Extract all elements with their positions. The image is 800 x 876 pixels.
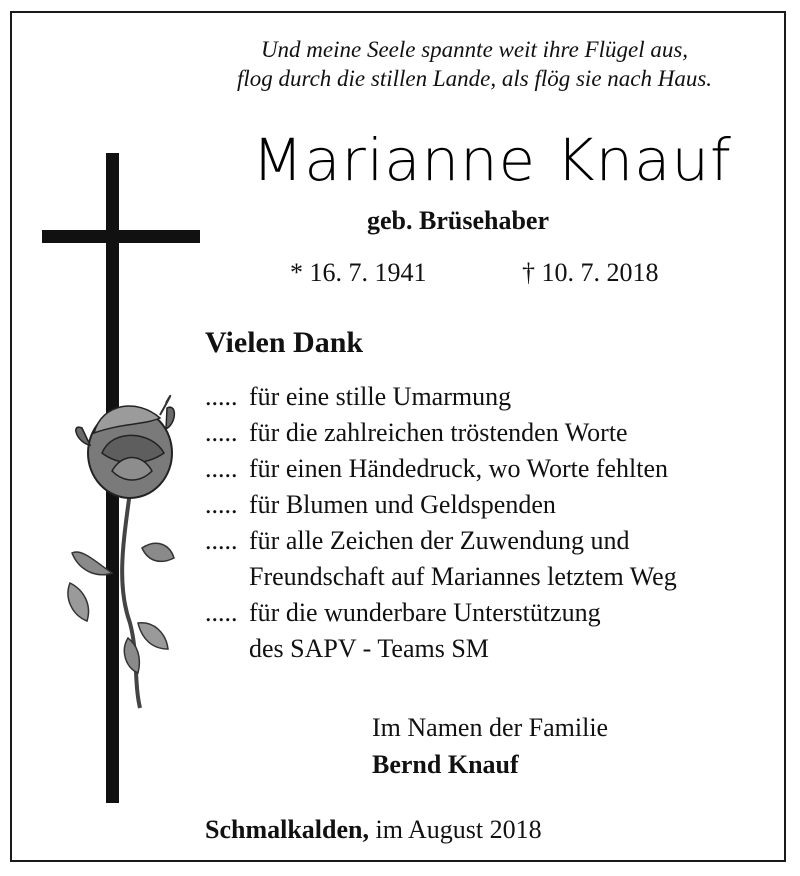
cross-icon <box>42 153 212 813</box>
list-item: ..... für eine stille Umarmung <box>205 382 512 411</box>
signature-name: Bernd Knauf <box>372 750 519 779</box>
place-date: im August 2018 <box>375 815 542 844</box>
thanks-heading: Vielen Dank <box>205 326 364 359</box>
signature-label: Im Namen der Familie <box>372 713 609 742</box>
obituary-frame <box>10 11 786 862</box>
birth-date: * 16. 7. 1941 <box>290 258 427 287</box>
maiden-name: geb. Brüsehaber <box>367 206 549 235</box>
deceased-name: Marianne Knauf <box>252 126 732 194</box>
poem-line-1: Und meine Seele spannte weit ihre Flügel aus, <box>260 37 689 62</box>
death-date: † 10. 7. 2018 <box>522 258 659 287</box>
place-city: Schmalkalden, <box>205 815 369 844</box>
list-item: ..... für Blumen und Geldspenden <box>205 490 556 519</box>
list-item: ..... für die zahlreichen tröstenden Worte <box>205 418 628 447</box>
rose-icon <box>68 396 174 708</box>
place-date-line <box>205 815 542 845</box>
poem <box>162 35 787 93</box>
list-item: ..... für alle Zeichen der Zuwendung und Freundschaft auf Mariannes letztem Weg <box>205 526 677 591</box>
list-item: ..... für die wunderbare Unterstützung des SAPV - Teams SM <box>205 598 601 663</box>
list-item: ..... für einen Händedruck, wo Worte fehlten <box>205 454 669 483</box>
thanks-list <box>205 379 677 667</box>
poem-line-2: flog durch die stillen Lande, als flög sie nach Haus. <box>236 66 713 91</box>
